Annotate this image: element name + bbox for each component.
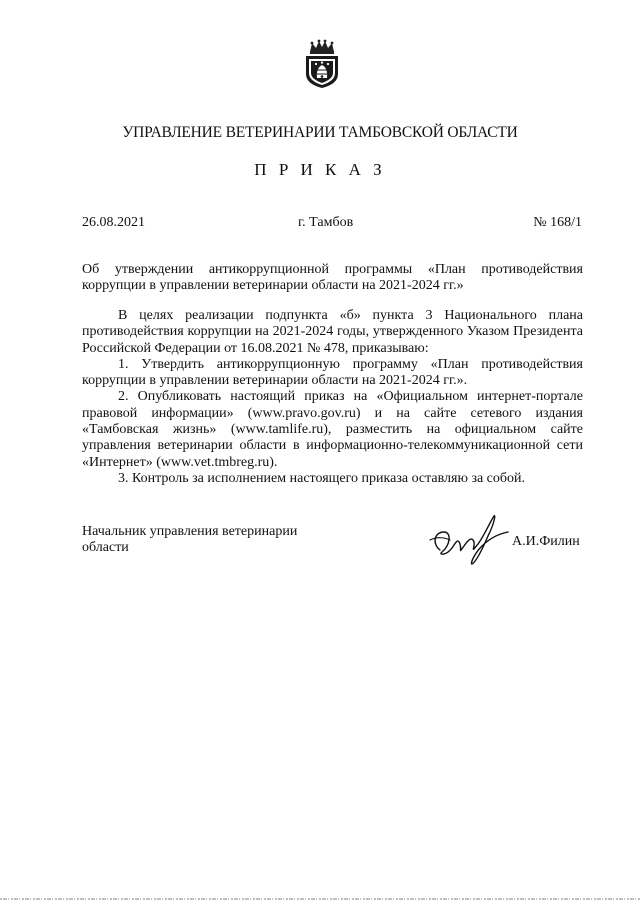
signer-position-line: области bbox=[82, 540, 129, 555]
order-subject: Об утверждении антикоррупционной программы «План противодействия коррупции в управлении ветеринарии области на 2021-2024 гг.» bbox=[82, 262, 583, 293]
item-1-paragraph: 1. Утвердить антикоррупционную программу «План противодействия коррупции в управлении ветеринарии области на 2021-2024 гг.». bbox=[82, 356, 583, 389]
organization-title: УПРАВЛЕНИЕ ВЕТЕРИНАРИИ ТАМБОВСКОЙ ОБЛАСТИ bbox=[122, 124, 518, 141]
order-body bbox=[82, 308, 583, 487]
signer-position-line: Начальник управления ветеринарии bbox=[82, 524, 298, 539]
signer-position bbox=[82, 524, 297, 556]
item-3-paragraph: 3. Контроль за исполнением настоящего приказа оставляю за собой. bbox=[118, 470, 526, 486]
tambov-coat-of-arms-icon bbox=[300, 38, 344, 90]
item-2-paragraph: 2. Опубликовать настоящий приказ на «Официальном интернет-портале правовой информации» (www.pravo.gov.ru) и на сайте сетевого издания «Тамбовская жизнь» (www.tamlife.ru), разместить на официальном сайте управления ветеринарии области в информационно-телекоммуникационной сети «Интернет» (www.vet.tmbreg.ru). bbox=[82, 389, 583, 470]
order-number: № 168/1 bbox=[533, 215, 582, 230]
order-city: г. Тамбов bbox=[298, 215, 354, 230]
preamble-paragraph: В целях реализации подпункта «б» пункта 3 Национального плана противодействия коррупции на 2021-2024 годы, утвержденного Указом Президента Российской Федерации от 16.08.2021 № 478, приказываю: bbox=[82, 308, 583, 356]
document-type-title: П Р И К А З bbox=[254, 160, 386, 179]
handwritten-signature-icon bbox=[424, 510, 520, 566]
order-date: 26.08.2021 bbox=[82, 215, 145, 230]
scan-edge-line bbox=[0, 893, 640, 905]
signer-name: А.И.Филин bbox=[512, 534, 580, 549]
